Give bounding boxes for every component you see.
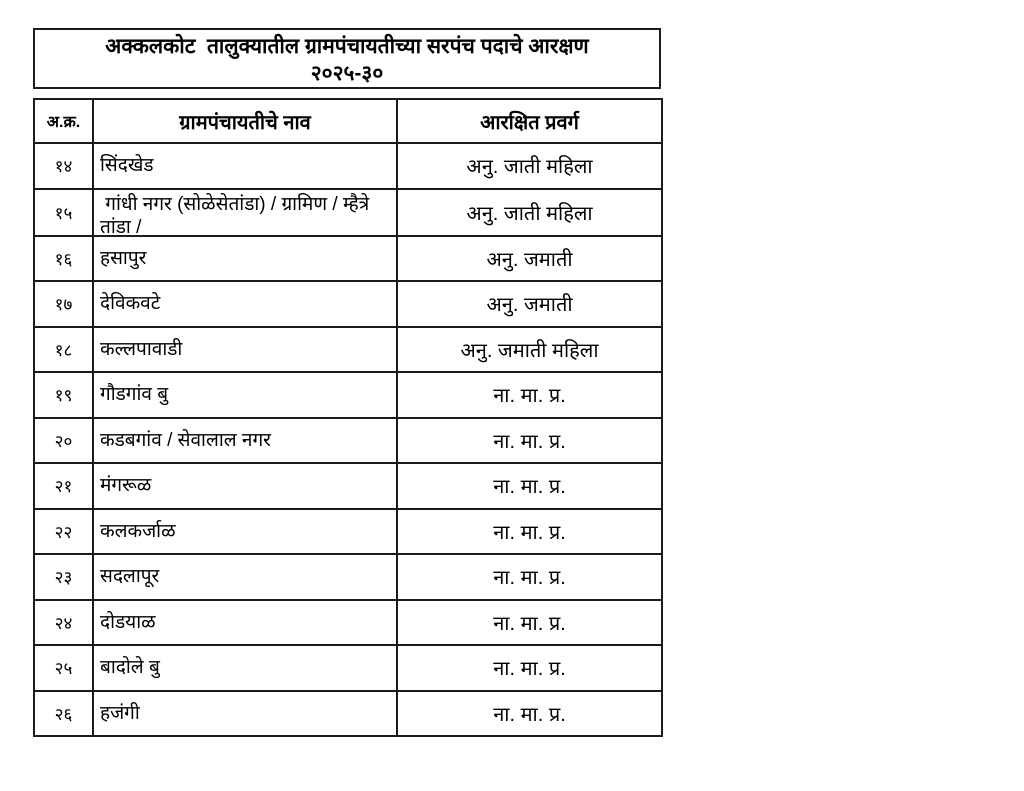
header-grampanchayat-name: ग्रामपंचायतीचे नाव <box>93 99 397 143</box>
reserved-category-cell: ना. मा. प्र. <box>397 600 662 646</box>
serial-cell: २२ <box>34 509 93 555</box>
table-row <box>34 418 662 464</box>
reserved-category-cell: ना. मा. प्र. <box>397 509 662 555</box>
header-serial-number: अ.क्र. <box>34 99 93 143</box>
serial-cell: २४ <box>34 600 93 646</box>
village-name: दोडयाळ <box>100 611 156 633</box>
village-name: गौडगांव बु <box>100 384 169 406</box>
reservation-table <box>33 98 663 737</box>
village-name: कडबगांव / सेवालाल नगर <box>100 429 271 451</box>
document-title-box <box>33 28 661 89</box>
table-header <box>34 99 662 143</box>
village-name: मंगरूळ <box>100 475 152 497</box>
village-name-cell <box>93 509 397 555</box>
serial-cell: २१ <box>34 463 93 509</box>
village-name-cell <box>93 281 397 327</box>
village-name: सिंदखेड <box>100 155 154 177</box>
table-row <box>34 463 662 509</box>
serial-cell: १४ <box>34 143 93 189</box>
table-row <box>34 189 662 236</box>
village-name: बादोले बु <box>100 657 160 679</box>
village-name: गांधी नगर (सोळेसेतांडा) / ग्रामिण / म्हैत्रे तांडा / <box>100 193 375 238</box>
serial-cell: १६ <box>34 236 93 282</box>
table-row <box>34 327 662 373</box>
serial-cell: २० <box>34 418 93 464</box>
reserved-category-cell: अनु. जमाती <box>397 281 662 327</box>
village-name-cell <box>93 554 397 600</box>
table-row <box>34 372 662 418</box>
table-row <box>34 509 662 555</box>
document-page <box>33 28 661 737</box>
reserved-category-cell: अनु. जाती महिला <box>397 143 662 189</box>
serial-cell: २५ <box>34 645 93 691</box>
table-row <box>34 691 662 737</box>
reserved-category-cell: ना. मा. प्र. <box>397 691 662 737</box>
table-row <box>34 600 662 646</box>
reserved-category-cell: ना. मा. प्र. <box>397 554 662 600</box>
village-name: कल्लपावाडी <box>100 338 183 360</box>
reserved-category-cell: अनु. जाती महिला <box>397 189 662 236</box>
serial-cell: १५ <box>34 189 93 236</box>
village-name: हजंगी <box>100 702 140 724</box>
reserved-category-cell: अनु. जमाती महिला <box>397 327 662 373</box>
table-row <box>34 143 662 189</box>
reserved-category-cell: अनु. जमाती <box>397 236 662 282</box>
village-name-cell <box>93 600 397 646</box>
village-name: हसापुर <box>100 247 147 269</box>
header-reserved-category: आरक्षित प्रवर्ग <box>397 99 662 143</box>
reserved-category-cell: ना. मा. प्र. <box>397 418 662 464</box>
header-row <box>34 99 662 143</box>
village-name-cell <box>93 463 397 509</box>
village-name-cell <box>93 143 397 189</box>
serial-cell: १८ <box>34 327 93 373</box>
village-name-cell <box>93 645 397 691</box>
table-body <box>34 143 662 736</box>
reserved-category-cell: ना. मा. प्र. <box>397 645 662 691</box>
table-row <box>34 645 662 691</box>
village-name-cell <box>93 691 397 737</box>
serial-cell: २६ <box>34 691 93 737</box>
table-row <box>34 236 662 282</box>
village-name-cell <box>93 327 397 373</box>
serial-cell: १९ <box>34 372 93 418</box>
village-name-cell <box>93 189 397 236</box>
document-title-year: २०२५-३० <box>310 62 384 85</box>
village-name-cell <box>93 372 397 418</box>
table-row <box>34 281 662 327</box>
reserved-category-cell: ना. मा. प्र. <box>397 372 662 418</box>
document-title: अक्कलकोट तालुक्यातील ग्रामपंचायतीच्या सरपंच पदाचे आरक्षण <box>105 35 589 58</box>
village-name: सदलापूर <box>100 566 160 588</box>
serial-cell: १७ <box>34 281 93 327</box>
serial-cell: २३ <box>34 554 93 600</box>
table-row <box>34 554 662 600</box>
village-name-cell <box>93 236 397 282</box>
village-name: कलकर्जाळ <box>100 520 176 542</box>
reserved-category-cell: ना. मा. प्र. <box>397 463 662 509</box>
village-name-cell <box>93 418 397 464</box>
village-name: देविकवटे <box>100 293 161 315</box>
